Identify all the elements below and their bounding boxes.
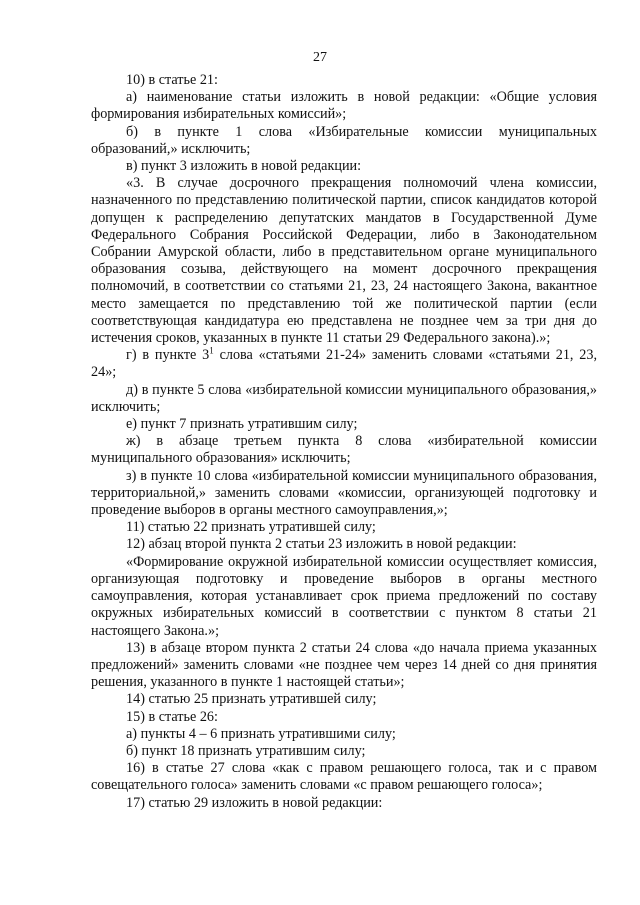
item-g-superscript: 1 <box>209 345 214 356</box>
paragraph-item-zh: ж) в абзаце третьем пункта 8 слова «избирательной комиссии муниципального образования» исключить; <box>91 433 597 467</box>
paragraph-article-27: 16) в статье 27 слова «как с правом решающего голоса, так и с правом совещательного голоса» заменить словами «с правом решающего голоса»; <box>91 760 597 794</box>
paragraph-item-v: в) пункт 3 изложить в новой редакции: <box>126 158 362 175</box>
paragraph-article-23: 12) абзац второй пункта 2 статьи 23 изложить в новой редакции: <box>126 536 517 553</box>
paragraph-quoted-point-3: «3. В случае досрочного прекращения полномочий члена комиссии, назначенного по представлению политической партии, список кандидатов которой допущен к распределению депутатских мандатов в Государственной Думе Федерального Собрания Российской Федерации, либо в Законодательном Собрании Амурской области, либо в представительном органе муниципального образования созыва, действующего на момент досрочного прекращения полномочий, в соответствии со статьями 21, 23, 24 настоящего Закона, вакантное место замещается по представлению той же политической партии (если соответствующая кандидатура ею представлена не позднее чем за три дня до истечения сроков, указанных в пункте 11 статьи 29 Федерального закона).»; <box>91 175 597 347</box>
paragraph-article-25: 14) статью 25 признать утратившей силу; <box>126 691 377 708</box>
page-number: 27 <box>313 50 327 65</box>
paragraph-article-21-heading: 10) в статье 21: <box>126 72 218 88</box>
paragraph-item-b: б) в пункте 1 слова «Избирательные комиссии муниципальных образований,» исключить; <box>91 123 597 157</box>
paragraph-item-d: д) в пункте 5 слова «избирательной комиссии муниципального образования,» исключить; <box>91 381 597 415</box>
item-g-text-start: г) в пункте 3 <box>126 347 210 364</box>
paragraph-item-z: з) в пункте 10 слова «избирательной комиссии муниципального образования, территориальной,» заменить словами «комиссии, организующей подготовку и проведение выборов в органы местного самоуправления,»; <box>91 467 597 519</box>
paragraph-article-24: 13) в абзаце втором пункта 2 статьи 24 слова «до начала приема указанных предложений» заменить словами «не позднее чем через 14 дней со дня принятия решения, указанного в пункте 1 настоящей статьи»; <box>91 639 597 691</box>
paragraph-article-22: 11) статью 22 признать утратившей силу; <box>126 519 376 536</box>
paragraph-quoted-formation: «Формирование окружной избирательной комиссии осуществляет комиссия, организующая подготовку и проведение выборов в органы местного самоуправления, которая устанавливает срок приема предложений по составу окружных избирательных комиссий в соответствии с пунктом 8 статьи 21 настоящего Закона.»; <box>91 553 597 639</box>
paragraph-article-26-item-b: б) пункт 18 признать утратившим силу; <box>126 742 366 759</box>
paragraph-article-29: 17) статью 29 изложить в новой редакции: <box>126 794 383 811</box>
paragraph-article-26: 15) в статье 26: <box>126 708 218 725</box>
paragraph-item-g <box>91 347 597 381</box>
paragraph-item-e: е) пункт 7 признать утратившим силу; <box>126 416 358 433</box>
item-g-text-end: слова «статьями 21-24» заменить словами «статьями 21, 23, 24»; <box>91 347 597 381</box>
paragraph-item-a: а) наименование статьи изложить в новой редакции: «Общие условия формирования избирательных комиссий»; <box>91 89 597 123</box>
paragraph-article-26-item-a: а) пункты 4 – 6 признать утратившими силу; <box>126 725 396 742</box>
document-body <box>91 72 597 812</box>
